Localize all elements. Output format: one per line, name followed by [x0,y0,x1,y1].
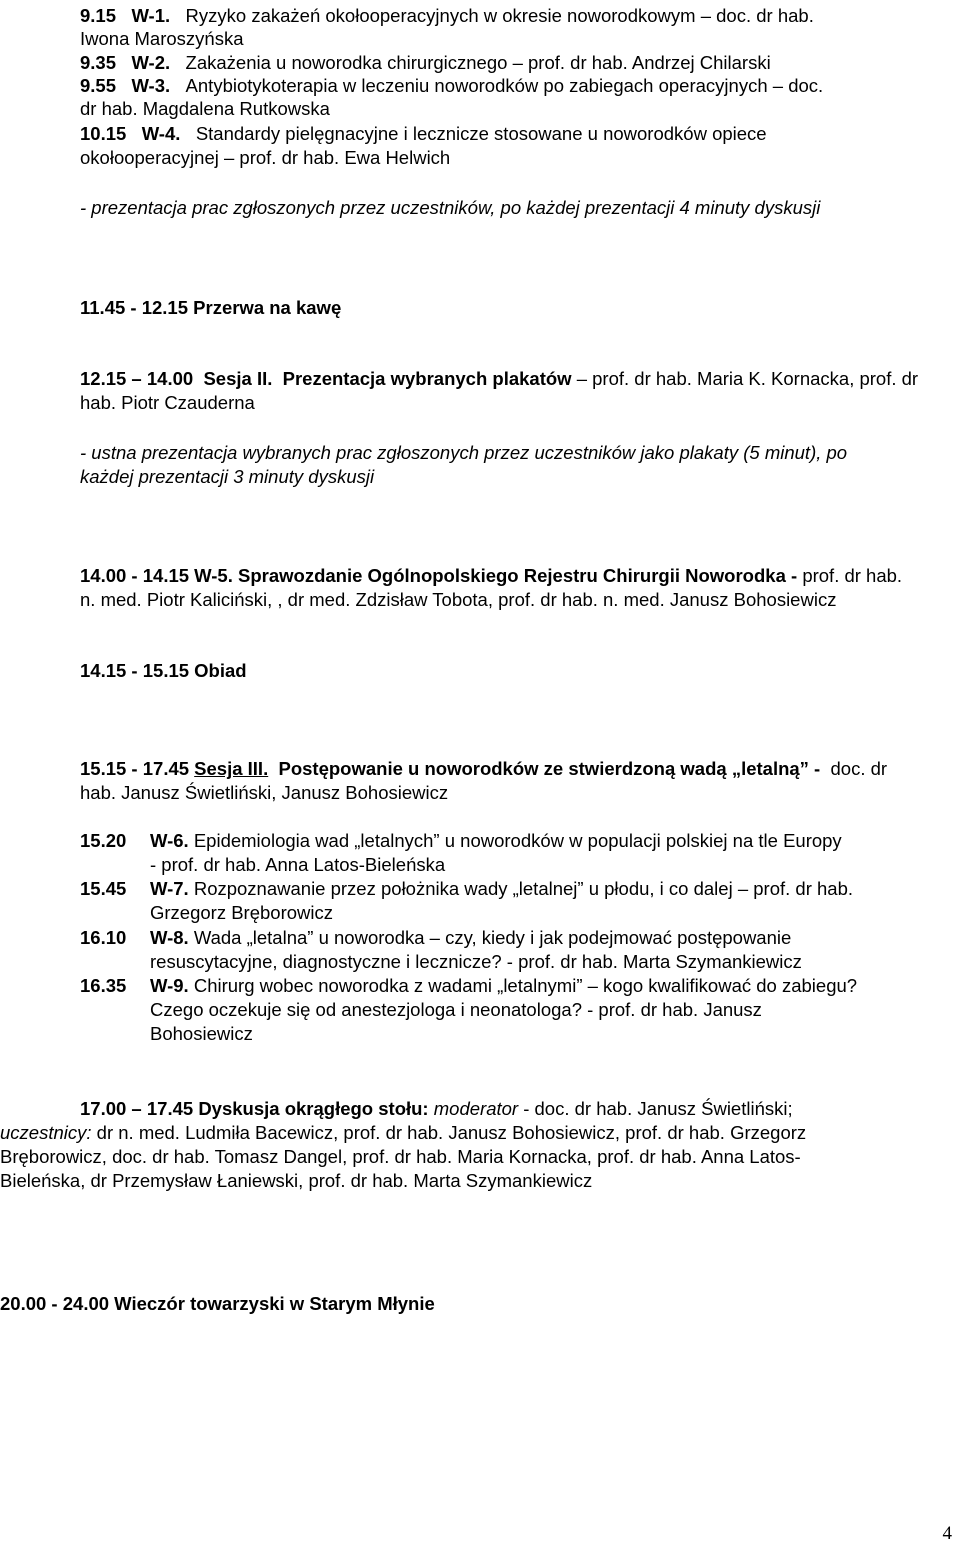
item-w8-cont: resuscytacyjne, diagnostyczne i lecznicze? - prof. dr hab. Marta Szymankiewicz [150,951,802,972]
evening-event: 20.00 - 24.00 Wieczór towarzyski w Starym Młynie [0,1293,435,1314]
coffee-break: 11.45 - 12.15 Przerwa na kawę [80,297,342,318]
item-w9: W-9. Chirurg wobec noworodka z wadami „letalnymi” – kogo kwalifikować do zabiegu? [150,975,858,996]
page-number: 4 [942,1523,952,1544]
session2-chairs-cont: hab. Piotr Czauderna [80,392,255,413]
w7-time: 15.45 [80,878,127,899]
item-w4: 10.15 W-4. Standardy pielęgnacyjne i lecznicze stosowane u noworodków opiece [80,123,767,144]
item-w9-cont: Czego oczekuje się od anestezjologa i neonatologa? - prof. dr hab. Janusz [150,999,762,1020]
lunch: 14.15 - 15.15 Obiad [80,660,247,681]
item-w1-cont: Iwona Maroszyńska [80,28,244,49]
session3-header: 15.15 - 17.45 Sesja III. Postępowanie u noworodków ze stwierdzoną wadą „letalną” - doc. dr [80,758,888,779]
item-w3-cont: dr hab. Magdalena Rutkowska [80,98,330,119]
session2-note: - ustna prezentacja wybranych prac zgłoszonych przez uczestników jako plakaty (5 minut), po [80,442,848,463]
w9-time: 16.35 [80,975,127,996]
session2-note-cont: każdej prezentacji 3 minuty dyskusji [80,466,375,487]
item-w6-speaker: - prof. dr hab. Anna Latos-Bieleńska [150,854,446,875]
item-w6: W-6. Epidemiologia wad „letalnych” u noworodków w populacji polskiej na tle Europy [150,830,842,851]
roundtable-participants-cont2: Bieleńska, dr Przemysław Łaniewski, prof. dr hab. Marta Szymankiewicz [0,1170,593,1191]
report-header: 14.00 - 14.15 W-5. Sprawozdanie Ogólnopolskiego Rejestru Chirurgii Noworodka - prof. dr hab. [80,565,903,586]
report-speakers-cont: n. med. Piotr Kaliciński, , dr med. Zdzisław Tobota, prof. dr hab. n. med. Janusz Bohosiewicz [80,589,837,610]
session2-header: 12.15 – 14.00 Sesja II. Prezentacja wybranych plakatów – prof. dr hab. Maria K. Kornacka, prof. dr [80,368,919,389]
item-w2: 9.35 W-2. Zakażenia u noworodka chirurgicznego – prof. dr hab. Andrzej Chilarski [80,52,771,73]
session3-chairs-cont: hab. Janusz Świetliński, Janusz Bohosiewicz [80,782,449,803]
item-w8: W-8. Wada „letalna” u noworodka – czy, kiedy i jak podejmować postępowanie [150,927,792,948]
item-w1: 9.15 W-1. Ryzyko zakażeń okołooperacyjnych w okresie noworodkowym – doc. dr hab. [80,5,814,26]
item-w4-cont: okołooperacyjnej – prof. dr hab. Ewa Helwich [80,147,451,168]
item-w7: W-7. Rozpoznawanie przez położnika wady „letalnej” u płodu, i co dalej – prof. dr hab. [150,878,854,899]
item-w7-cont: Grzegorz Bręborowicz [150,902,334,923]
roundtable-header: 17.00 – 17.45 Dyskusja okrągłego stołu: moderator - doc. dr hab. Janusz Świetliński; [80,1098,793,1119]
morning-note: - prezentacja prac zgłoszonych przez uczestników, po każdej prezentacji 4 minuty dyskusji [80,197,821,218]
item-w9-cont2: Bohosiewicz [150,1023,253,1044]
w6-time: 15.20 [80,830,127,851]
w8-time: 16.10 [80,927,127,948]
roundtable-participants-cont: Bręborowicz, doc. dr hab. Tomasz Dangel, prof. dr hab. Maria Kornacka, prof. dr hab. Anna Latos- [0,1146,801,1167]
roundtable-participants: uczestnicy: dr n. med. Ludmiła Bacewicz, prof. dr hab. Janusz Bohosiewicz, prof. dr hab. Grzegorz [0,1122,807,1143]
item-w3: 9.55 W-3. Antybiotykoterapia w leczeniu noworodków po zabiegach operacyjnych – doc. [80,75,824,96]
